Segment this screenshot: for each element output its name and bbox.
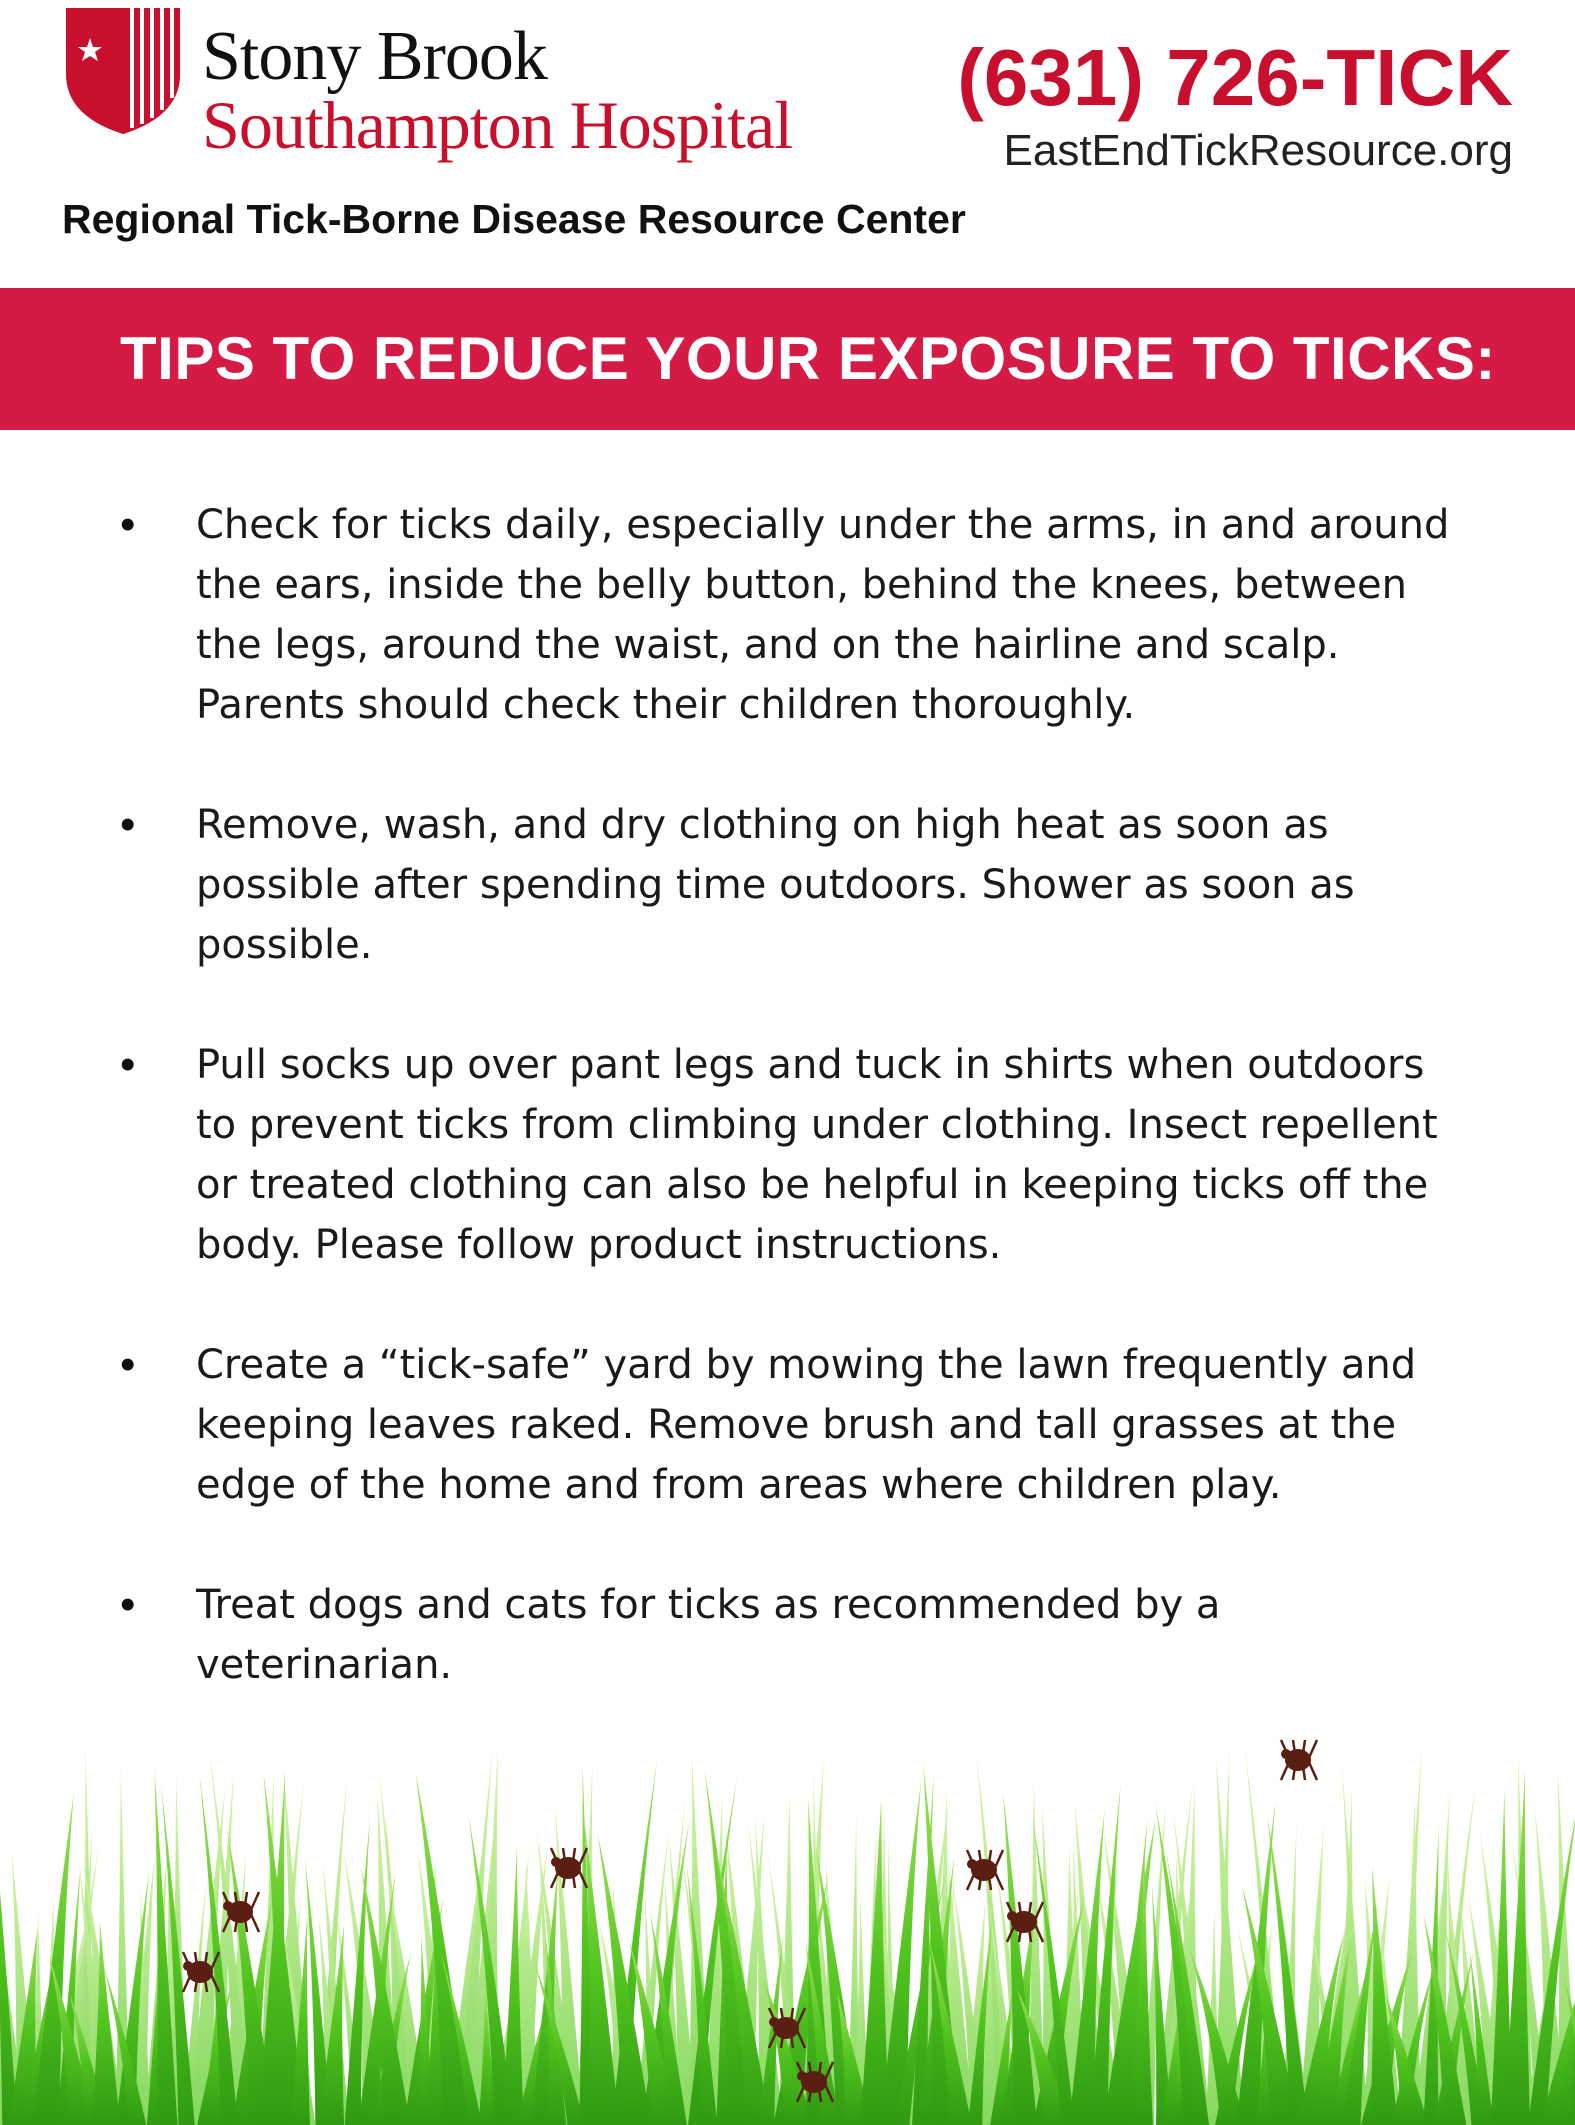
grass-with-ticks-illustration (0, 1690, 1575, 2125)
phone-number: (631) 726-TICK (957, 33, 1513, 122)
tip-text: Remove, wash, and dry clothing on high heat as soon as possible after spending time outdoors. Shower as soon as possible. (196, 802, 1355, 968)
resource-center-subtitle: Regional Tick-Borne Disease Resource Center (62, 196, 966, 242)
tip-text: Pull socks up over pant legs and tuck in shirts when outdoors to prevent ticks from climbing under clothing. Insect repellent or treated clothing can also be helpful in keeping ticks off the body. Please follow product instructions. (196, 1042, 1438, 1268)
tip-text: Check for ticks daily, especially under the arms, in and around the ears, inside the belly button, behind the knees, between the legs, around the waist, and on the hairline and scalp. Parents should check their children thoroughly. (196, 502, 1450, 728)
grass-illustration (0, 1690, 1575, 2125)
tick-icon (1281, 1740, 1317, 1780)
bullet-icon: • (120, 800, 136, 849)
tip-text: Treat dogs and cats for ticks as recommended by a veterinarian. (196, 1582, 1221, 1688)
grass-blade (1370, 1866, 1397, 2125)
website-link[interactable]: EastEndTickResource.org (1003, 126, 1513, 175)
bullet-icon: • (120, 1580, 136, 1629)
banner-title: TIPS TO REDUCE YOUR EXPOSURE TO TICKS: (120, 325, 1496, 392)
logo-line-stony-brook: Stony Brook (202, 18, 547, 95)
tip-text: Create a “tick-safe” yard by mowing the lawn frequently and keeping leaves raked. Remove brush and tall grasses at the edge of the home and from areas where children play. (196, 1342, 1417, 1508)
bullet-icon: • (120, 1340, 136, 1389)
title-banner (0, 288, 1575, 430)
hospital-logo-wordmark (202, 18, 793, 163)
bullet-icon: • (120, 500, 136, 549)
hospital-shield-logo-icon (62, 4, 184, 136)
page-header (0, 0, 1575, 290)
bullet-icon: • (120, 1040, 136, 1089)
logo-line-southampton-hospital: Southampton Hospital (202, 87, 793, 163)
